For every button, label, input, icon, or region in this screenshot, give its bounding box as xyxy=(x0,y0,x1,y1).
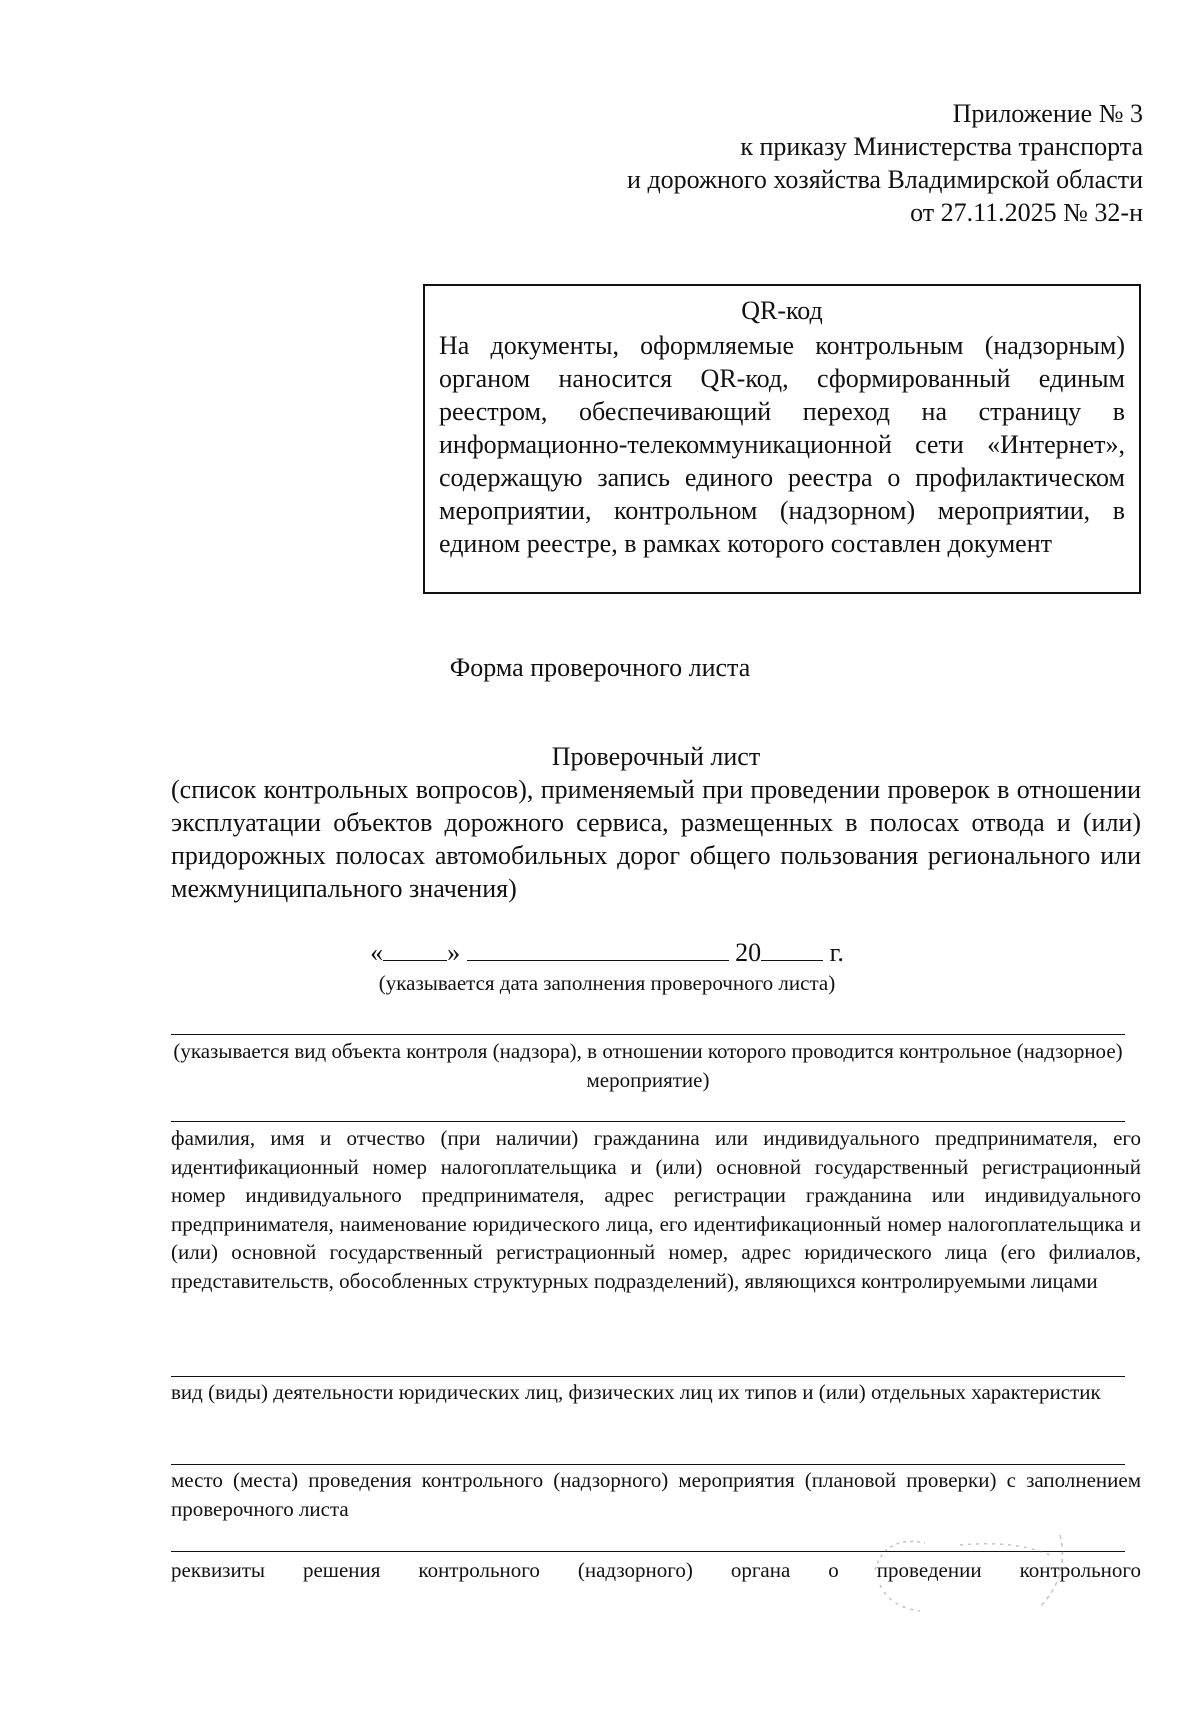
date-hint: (указывается дата заполнения проверочного листа) xyxy=(378,971,836,995)
decision-details-caption: реквизиты решения контрольного (надзорного) органа о проведении контрольного xyxy=(171,1558,1141,1582)
appendix-ministry: и дорожного хозяйства Владимирской области xyxy=(627,165,1143,194)
object-type-line[interactable] xyxy=(171,1034,1125,1035)
stamp-mark xyxy=(865,1515,1075,1615)
location-caption: место (места) проведения контрольного (надзорного) мероприятия (плановой проверки) с заполнением проверочного листа xyxy=(171,1468,1141,1521)
checklist-title-body: (список контрольных вопросов), применяемый при проведении проверок в отношении эксплуатации объектов дорожного сервиса, размещенных в полосах отвода и (или) придорожных полосах автомобильных дорог общего пользования регионального или межмуниципального значения) xyxy=(171,775,1141,903)
qr-code-box xyxy=(423,284,1141,594)
object-type-caption: (указывается вид объекта контроля (надзора), в отношении которого проводится контрольное (надзорное) мероприятие) xyxy=(173,1039,1123,1092)
year-prefix: 20 xyxy=(735,938,762,967)
appendix-header xyxy=(480,97,1143,229)
date-close-quote: » xyxy=(447,938,461,967)
qr-box-text: На документы, оформляемые контрольным (надзорным) органом наносится QR-код, сформированный единым реестром, обеспечивающий переход на страницу в информационно-телекоммуникационной сети «Интернет», содержащую запись единого реестра о профилактическом мероприятии, контрольном (надзорном) мероприятии, в едином реестре, в рамках которого составлен документ xyxy=(439,331,1125,558)
location-line[interactable] xyxy=(171,1464,1125,1465)
checklist-title xyxy=(171,740,1141,905)
activity-type-caption: вид (виды) деятельности юридических лиц, физических лиц их типов и (или) отдельных характеристик xyxy=(171,1380,1101,1404)
date-open-quote: « xyxy=(370,938,384,967)
appendix-date-number: от 27.11.2025 № 32-н xyxy=(910,198,1143,227)
qr-box-title: QR-код xyxy=(741,296,823,325)
checklist-title-heading: Проверочный лист xyxy=(551,742,761,771)
year-blank[interactable] xyxy=(761,936,823,961)
date-fill-line xyxy=(0,936,1200,969)
month-blank[interactable] xyxy=(467,936,729,961)
year-suffix: г. xyxy=(829,938,844,967)
activity-type-line[interactable] xyxy=(171,1376,1125,1377)
day-blank[interactable] xyxy=(383,936,447,961)
controlled-person-caption: фамилия, имя и отчество (при наличии) гражданина или индивидуального предпринимателя, его идентификационный номер налогоплательщика и (или) основной государственный регистрационный номер индивидуального предпринимателя, адрес регистрации гражданина или индивидуального предпринимателя, наименование юридического лица, его идентификационный номер налогоплательщика и (или) основной государственный регистрационный номер, адрес юридического лица (его филиалов, представительств, обособленных структурных подразделений), являющихся контролируемыми лицами xyxy=(171,1126,1141,1293)
form-title: Форма проверочного листа xyxy=(449,653,751,682)
controlled-person-line[interactable] xyxy=(171,1121,1125,1122)
appendix-number: Приложение № 3 xyxy=(952,99,1143,128)
appendix-order-ref: к приказу Министерства транспорта xyxy=(740,132,1143,161)
